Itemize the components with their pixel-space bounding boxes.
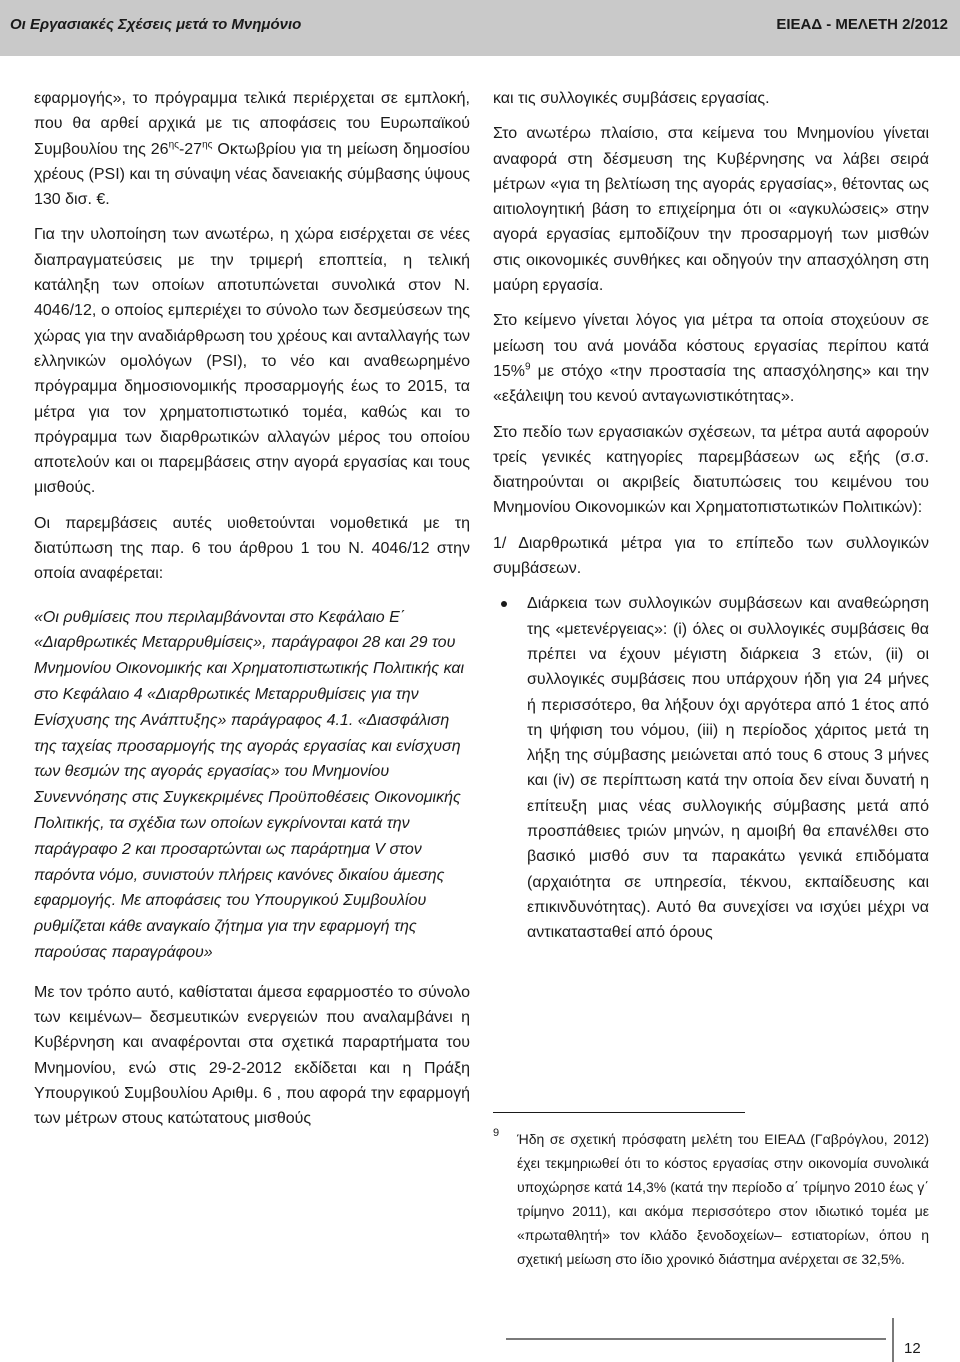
section-heading: 1/ Διαρθρωτικά μέτρα για το επίπεδο των συλλογικών συμβάσεων. — [493, 534, 929, 578]
right-column — [493, 86, 929, 946]
footnote-divider — [493, 1112, 745, 1113]
paragraph: Οι παρεμβάσεις αυτές υιοθετούνται νομοθετικά με τη διατύπωση της παρ. 6 του άρθρου 1 του Ν. 4046/12 στην οποία αναφέρεται: — [34, 514, 470, 583]
list-item-text: Διάρκεια των συλλογικών συμβάσεων και αναθεώρηση της «μετενέργειας»: (i) όλες οι συλλογικές συμβάσεις θα πρέπει να έχουν μέγιστη διάρκεια 3 ετών, (ii) οι συλλογικές συμβάσεις που υπάρχουν ήδη για 24 μήνες ή περισσότερο, θα λήξουν όχι αργότερα από 1 έτος από τη ψήφιση του νόμου, (iii) η περίοδος χάριτος μετά τη λήξη της σύμβασης μειώνεται από τους 6 στους 3 μήνες και (iv) σε περίπτωση κατά την οποία δεν είναι δυνατή η επίτευξη μιας νέας συλλογικής σύμβασης μετά από προσπάθειες τριών μηνών, η αμοιβή θα επανέλθει στο βασικό μισθό συν τα παρακάτω γενικά επιδόματα (αρχαιότητα σε υπηρεσία, τέκνου, εκπαίδευσης και επικινδυνότητας). Αυτό θα συνεχίσει να ισχύει μέχρι να αντικατασταθεί από όρους — [527, 595, 929, 942]
paragraph-text: Οκτωβρίου για τη μείωση δημοσίου χρέους (PSI) και τη σύναψη νέας δανειακής σύμβασης ύψους 130 δισ. €. — [34, 140, 470, 209]
ordinal-superscript: ης — [202, 139, 213, 151]
footnote-number: 9 — [493, 1127, 500, 1139]
law-quote: «Οι ρυθμίσεις που περιλαμβάνονται στο Κεφάλαιο Ε΄ «Διαρθρωτικές Μεταρρυθμίσεις», παράγραφοι 28 και 29 του Μνημονίου Οικονομικής και Χρηματοπιστωτικής Πολιτικής και στο Κεφάλαιο 4 «Διαρθρωτικές Μεταρρυθμίσεις για την Ενίσχυσης της Ανάπτυξης» παράγραφος 4.1. «Διασφάλιση της ταχείας προσαρμογής της αγοράς εργασίας και ενίσχυση των θεσμών της αγοράς εργασίας» του Μνημονίου Συνεννόησης στις Συγκεκριμένες Προϋποθέσεις Οικονομικής Πολιτικής, τα σχέδια των οποίων εγκρίνονται κατά την παράγραφο 2 και προσαρτώνται ως παράρτημα V στον παρόντα νόμο, συνιστούν πλήρεις κανόνες δικαίου άμεσης εφαρμογής. Με αποφάσεις του Υπουργικού Συμβουλίου ρυθμίζεται κάθε αναγκαίο ζήτημα για την εφαρμογή της παρούσας παραγράφου» — [34, 608, 465, 961]
publication-id: ΕΙΕΑΔ - ΜΕΛΕΤΗ 2/2012 — [776, 16, 948, 33]
left-column — [34, 86, 470, 1142]
paragraph — [34, 86, 470, 212]
paragraph: Στο ανωτέρω πλαίσιο, στα κείμενα του Μνημονίου γίνεται αναφορά στη δέσμευση της Κυβέρνησης να λάβει σειρά μέτρων «για τη βελτίωση της αγοράς εργασίας», θέτοντας ως αιτιολογητική βάση το επιχείρημα ότι οι «αγκυλώσεις» στην αγορά εργασίας εμποδίζουν την προσαρμογή των μισθών στις οικονομικές συνθήκες και οδηγούν την απασχόληση στη μαύρη εργασία. — [493, 125, 929, 295]
footnote-text: Ήδη σε σχετική πρόσφατη μελέτη του ΕΙΕΑΔ (Γαβρόγλου, 2012) έχει τεκμηριωθεί ότι το κόστος εργασίας στην οικονομία συνολικά υποχώρησε κατά 14,3% (κατά την περίοδο α΄ τρίμηνο 2010 έως γ΄ τρίμηνο 2011), και ακόμα περισσότερο στον ιδιωτικό τομέα με «πρωταθλητή» τον κλάδο ξενοδοχείων– εστιατορίων, όπου η σχετική μείωση στο ίδιο χρονικό διάστημα ανέρχεται σε 32,5%. — [517, 1131, 929, 1267]
running-title: Οι Εργασιακές Σχέσεις μετά το Μνημόνιο — [10, 16, 302, 33]
bullet-icon — [501, 601, 507, 607]
paragraph — [493, 308, 929, 409]
footnote-reference: 9 — [525, 361, 531, 373]
page-header — [0, 0, 960, 56]
paragraph: και τις συλλογικές συμβάσεις εργασίας. — [493, 90, 770, 107]
paragraph: Με τον τρόπο αυτό, καθίσταται άμεσα εφαρμοστέο το σύνολο των κειμένων– δεσμευτικών ενεργειών που αναλαμβάνει η Κυβέρνηση και αναφέρονται στα σχετικά παραρτήματα του Μνημονίου, ενώ στις 29-2-2012 εκδίδεται και η Πράξη Υπουργικού Συμβουλίου Αριθμ. 6 , που αφορά την εφαρμογή των μέτρων στους κατώτατους μισθούς — [34, 983, 470, 1128]
footnote — [493, 1127, 929, 1271]
footer-rule — [506, 1338, 886, 1340]
paragraph-text: Στο κείμενο γίνεται λόγος για μέτρα τα οποία στοχεύουν σε μείωση του ανά μονάδα κόστους εργασίας περίπου κατά 15% — [493, 312, 929, 380]
paragraph: Για την υλοποίηση των ανωτέρω, η χώρα εισέρχεται σε νέες διαπραγματεύσεις με την τριμερή εποπτεία, η τελική κατάληξη των οποίων αποτυπώνεται συνολικά στον Ν. 4046/12, ο οποίος εμπεριέχει το σύνολο των δεσμεύσεων της χώρας για την αναδιάρθρωση του χρέους και ανταλλαγής των ελληνικών ομολόγων (PSI), το νέο και αναθεωρημένο πρόγραμμα δημοσιονομικής προσαρμογής έως το 2015, τα μέτρα για τον χρηματοπιστωτικό τομέα, καθώς και το πρόγραμμα των διαρθρωτικών αλλαγών μέρος του οποίου αποτελούν και οι παρεμβάσεις στην αγορά εργασίας και τους μισθούς. — [34, 226, 470, 497]
paragraph-text: εφαρμογής», το πρόγραμμα τελικά περιέρχεται σε εμπλοκή, που θα αρθεί αρχικά με τις αποφάσεις του Ευρωπαϊκού Συμβουλίου της 26 — [34, 90, 470, 158]
list-item — [493, 591, 929, 945]
ordinal-superscript: ης — [168, 139, 179, 151]
page-number: 12 — [904, 1340, 921, 1357]
paragraph-text: -27 — [178, 140, 203, 158]
page-number-box — [892, 1318, 954, 1362]
paragraph: Στο πεδίο των εργασιακών σχέσεων, τα μέτρα αυτά αφορούν τρείς γενικές κατηγορίες παρεμβάσεων ως εξής (σ.σ. διατηρούνται οι ακριβείς διατυπώσεις του κειμένου του Μνημονίου Οικονομικών και Χρηματοπιστωτικών Πολιτικών): — [493, 423, 929, 517]
paragraph-text: με στόχο «την προστασία της απασχόλησης» και την «εξάλειψη του κενού ανταγωνιστικότητας». — [493, 362, 929, 406]
